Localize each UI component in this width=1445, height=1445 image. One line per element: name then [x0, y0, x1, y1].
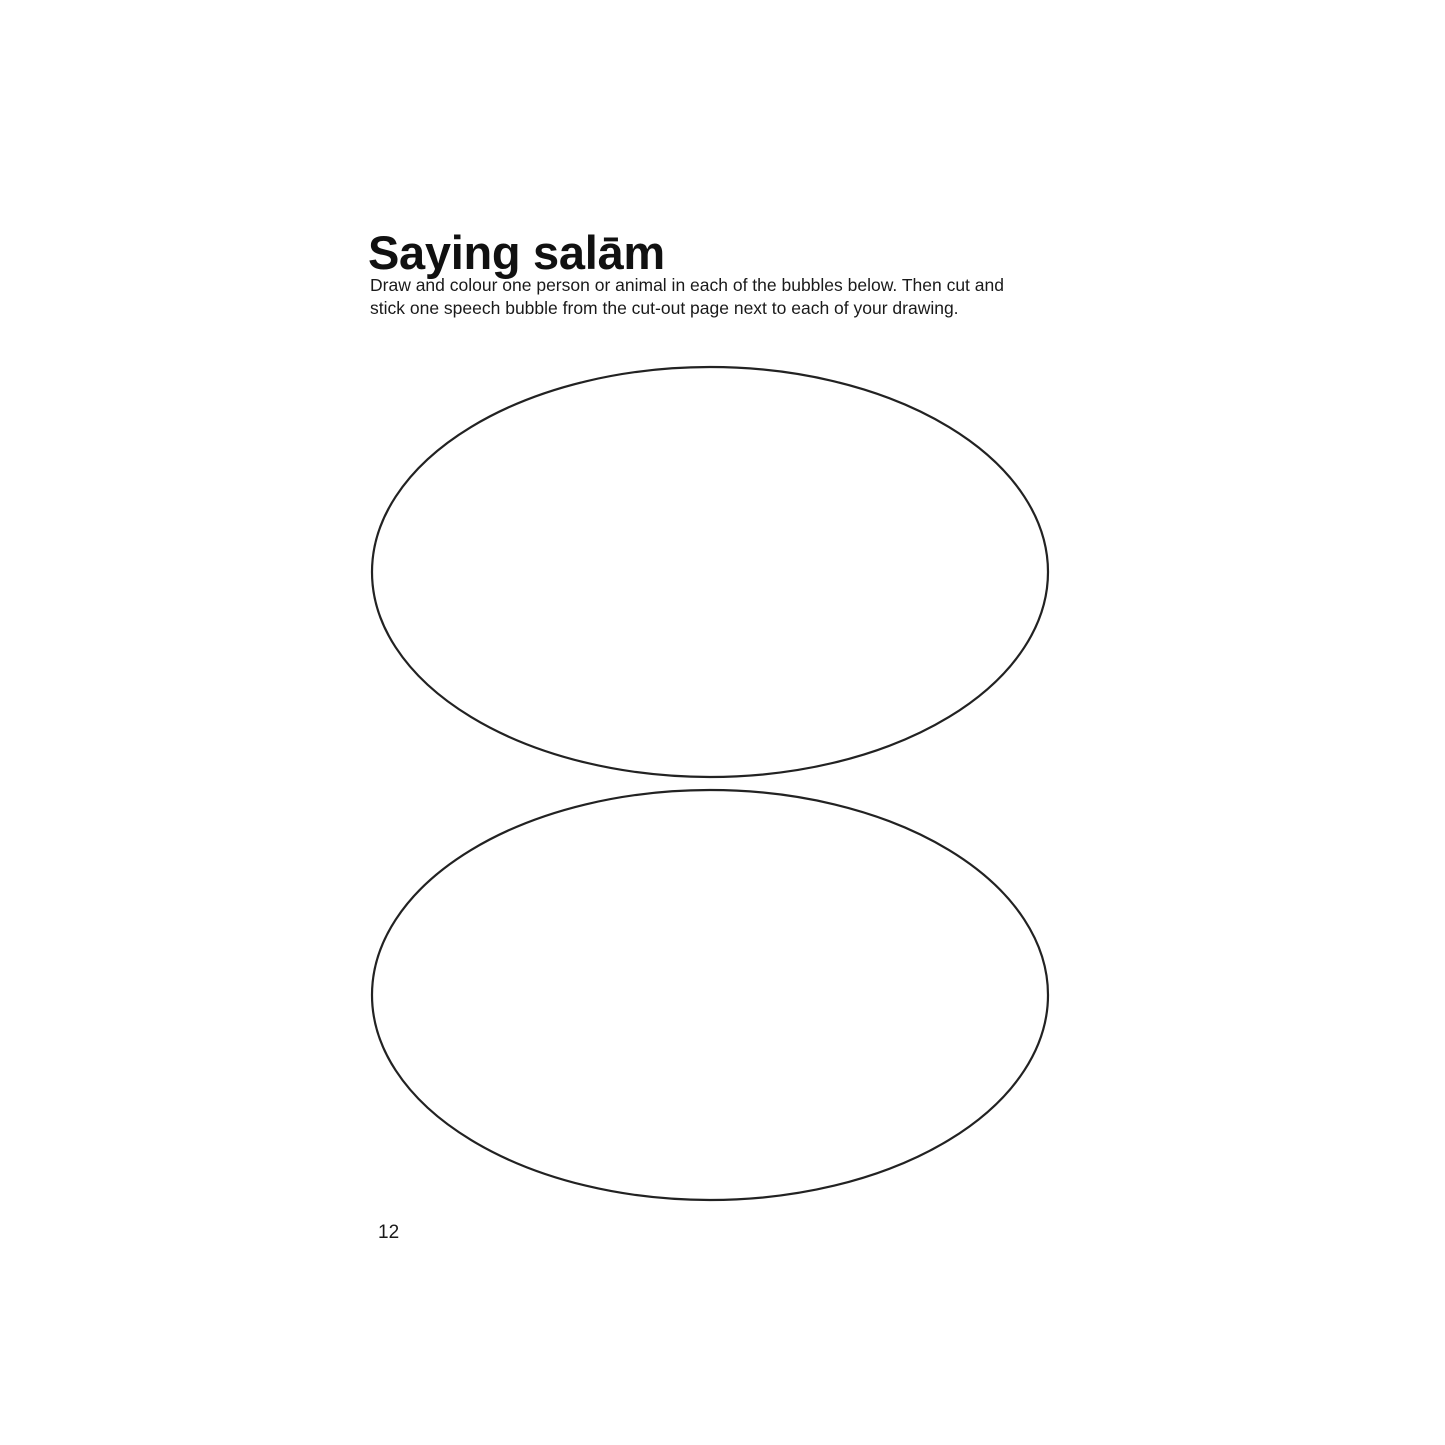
instructions-text [370, 274, 1004, 321]
drawing-bubble-1[interactable] [372, 367, 1048, 777]
instructions-line-1: Draw and colour one person or animal in each of the bubbles below. Then cut and [370, 275, 1004, 295]
drawing-bubble-2[interactable] [372, 790, 1048, 1200]
page-number: 12 [378, 1222, 400, 1243]
page-title: Saying salām [368, 226, 665, 280]
instructions-line-2: stick one speech bubble from the cut-out page next to each of your drawing. [370, 298, 959, 319]
